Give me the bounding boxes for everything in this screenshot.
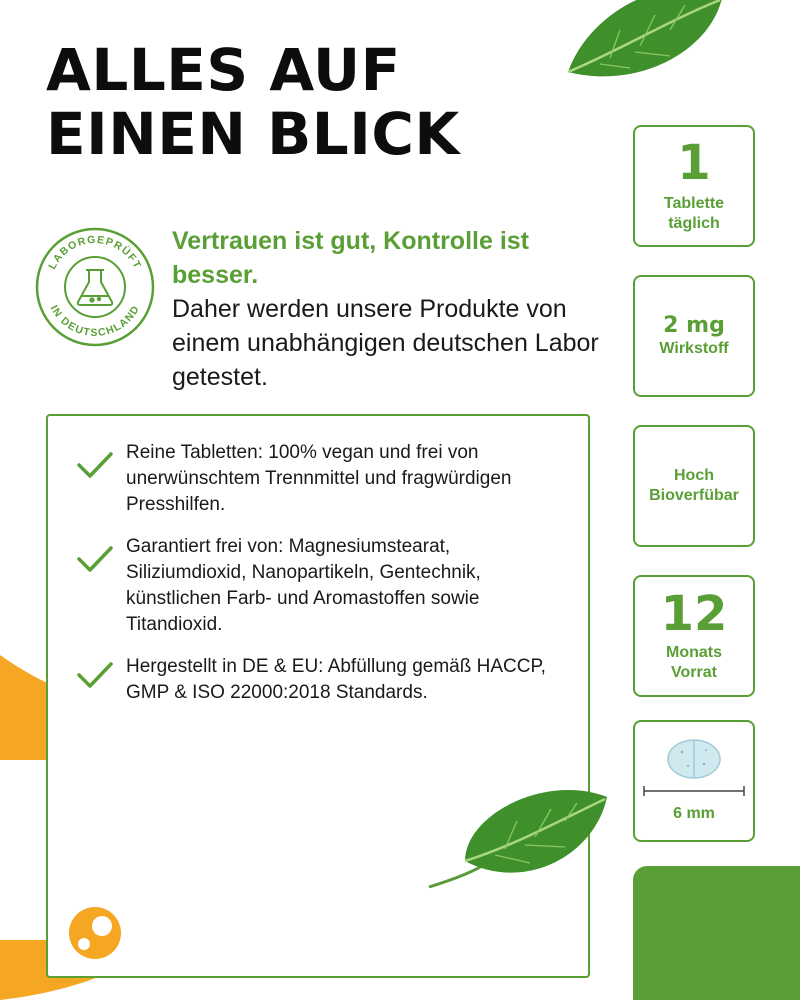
fact-dose-line2: täglich xyxy=(668,215,720,232)
fact-dose-line1: Tablette xyxy=(663,195,725,212)
feature-item xyxy=(76,534,556,644)
intro-text xyxy=(172,224,612,394)
feature-text: Hergestellt in DE & EU: Abfüllung gemäß HACCP, GMP & ISO 22000:2018 Standards. xyxy=(126,656,546,703)
fact-strength-value: 2 mg xyxy=(663,313,725,338)
fact-dose-box xyxy=(633,125,755,247)
feature-text: Reine Tabletten: 100% vegan und frei von unerwünschtem Trennmittel und fragwürdigen Presshilfen. xyxy=(126,442,512,515)
fact-size-label: 6 mm xyxy=(673,805,715,822)
fact-bio-box xyxy=(633,425,755,547)
fact-bio-line1: Hoch xyxy=(674,467,714,484)
flask-icon xyxy=(78,270,113,305)
fact-size-box xyxy=(633,720,755,842)
intro-body: Daher werden unsere Produkte von einem unabhängigen deutschen Labor getestet. xyxy=(172,295,599,391)
fact-supply-value: 12 xyxy=(660,586,728,642)
fact-strength-box xyxy=(633,275,755,397)
badge-top-text: LABORGEPRÜFT xyxy=(46,233,144,272)
feature-item xyxy=(76,654,556,714)
fact-strength-label: Wirkstoff xyxy=(659,340,729,357)
title-line-2: EINEN BLICK xyxy=(46,100,460,168)
feature-text: Garantiert frei von: Magnesiumstearat, Siliziumdioxid, Nanopartikeln, Gentechnik, künstlichen Farb- und Aromastoffen sowie Titandioxid. xyxy=(126,536,481,635)
gear-icon xyxy=(50,888,140,978)
fact-bio-line2: Bioverfübar xyxy=(649,487,739,504)
leaf-bottom-image xyxy=(425,775,615,895)
fact-dose-value: 1 xyxy=(677,135,711,191)
intro-lead: Vertrauen ist gut, Kontrolle ist besser. xyxy=(172,227,529,289)
green-corner-block xyxy=(633,866,800,1000)
dimension-line-icon xyxy=(642,784,746,798)
lab-tested-badge xyxy=(34,226,156,348)
feature-item xyxy=(76,440,556,520)
fact-supply-box xyxy=(633,575,755,697)
fact-supply-line1: Monats xyxy=(666,644,722,661)
check-icon xyxy=(76,450,114,480)
tablet-icon xyxy=(664,738,724,780)
page-title xyxy=(46,38,460,166)
fact-supply-line2: Vorrat xyxy=(671,664,717,681)
leaf-top-image xyxy=(560,0,730,90)
title-line-1: ALLES AUF xyxy=(46,36,401,104)
check-icon xyxy=(76,660,114,690)
check-icon xyxy=(76,544,114,574)
badge-bottom-text: IN DEUTSCHLAND xyxy=(47,303,143,340)
